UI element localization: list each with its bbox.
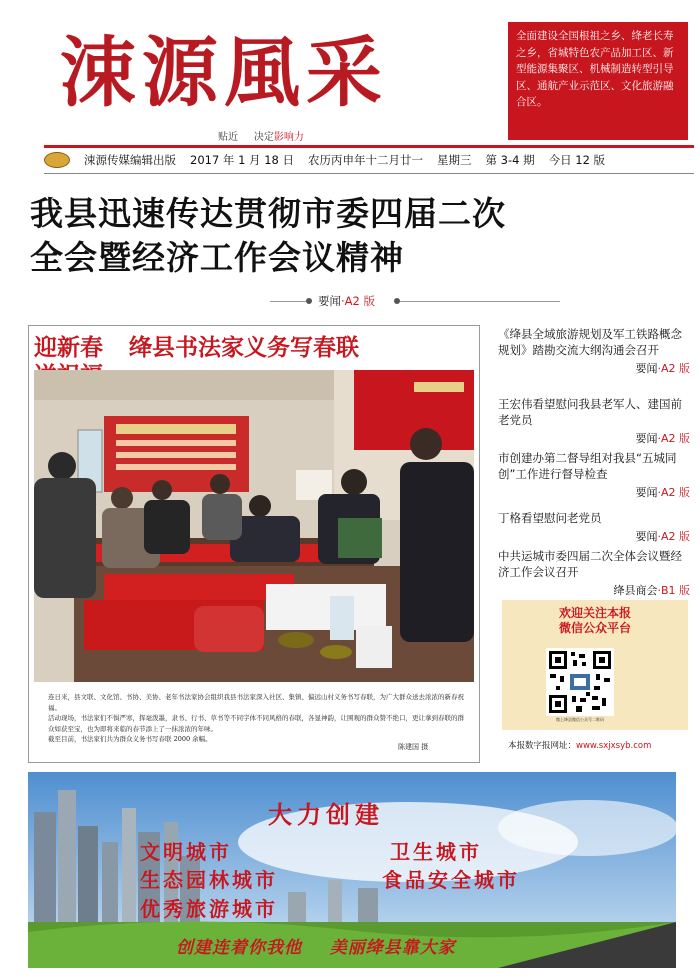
brief-page-ref [498,430,690,446]
ad-goal-4: 食品安全城市 [382,868,520,892]
ad-goal-2: 卫生城市 [390,840,482,864]
slogan-part-c: 影响力 [273,132,304,143]
page-count: 今日 12 版 [548,153,606,167]
brief-page: ·A2 版 [657,486,690,499]
caption-paragraph-3: 截至目前，书法家们共为群众义务书写春联 2000 余幅。 [48,735,212,743]
masthead-slogan [218,128,304,143]
brief-section: 绛县商会 [613,584,658,597]
seal-emblem-icon [44,152,70,168]
brief-item[interactable] [498,548,690,598]
newspaper-logo: 涑源風采 [60,28,388,117]
brief-title: 《绛县全域旅游规划及军工铁路概念规划》踏勘交流大纲沟通会召开 [498,327,682,357]
brief-item[interactable] [498,510,690,544]
brief-page-ref [498,360,690,376]
site-label: 本报数字报网址： [508,741,577,751]
brief-page: ·B1 版 [657,584,690,597]
brief-section: 要闻 [635,362,658,375]
wechat-line-2: 微信公众平台 [558,621,631,635]
ref-rule-right [400,301,560,302]
issue-date: 2017 年 1 月 18 日 [190,153,294,167]
ad-goal-5: 优秀旅游城市 [140,897,278,921]
ad-footer-b: 美丽绛县靠大家 [329,938,456,958]
ref-section: 要闻 [318,294,341,308]
brief-title: 中共运城市委四届二次全体会议暨经济工作会议召开 [498,549,682,579]
brief-title: 市创建办第二督导组对我县“五城同创”工作进行督导检查 [498,451,677,481]
qr-code-icon[interactable] [546,648,614,716]
ad-goal-1: 文明城市 [140,840,232,864]
caption-paragraph-1: 连日来，县文联、文化馆、书协、美协、老年书法家协会组织我县书法家深入社区、集镇、偏远山村义务书写春联，为广大群众送去浓浓的新春祝福。 [48,693,464,712]
brief-page: ·A2 版 [657,362,690,375]
ref-rule-left [270,301,306,302]
calligraphy-photo [34,370,474,682]
ad-footer-a: 创建连着你我他 [176,938,302,958]
brief-item[interactable] [498,326,690,376]
brief-page: ·A2 版 [657,530,690,543]
ad-goal-3: 生态园林城市 [140,868,278,892]
brief-title: 丁格看望慰问老党员 [498,511,602,525]
lead-headline[interactable] [30,192,690,280]
headline-line-2: 全会暨经济工作会议精神 [30,238,404,277]
headline-page-ref[interactable] [270,293,560,309]
brief-page-ref [498,582,690,598]
photo-byline: 陈建国 摄 [398,743,429,751]
wechat-panel-title [502,606,688,636]
caption-paragraph-2: 活动现场，书法家们不惧严寒，挥毫泼墨，隶书、行书、草书等不同字体不同风格的春联，各显神韵，让围观的群众赞不绝口，更让拿到春联的群众如获至宝，也为即将来临的春节添上了一抹浓浓的年味。 [48,714,464,733]
digital-edition-site[interactable] [508,739,651,751]
brief-page: ·A2 版 [657,432,690,445]
brief-section: 要闻 [635,530,658,543]
photo-caption [48,692,468,745]
brief-page-ref [498,528,690,544]
qr-caption: 微上绛县微信公众号二维码 [556,717,604,722]
issue-bar-rule [44,173,694,174]
ref-dot-left-icon [306,298,312,304]
masthead-rule [44,145,694,148]
ad-footer-slogan [176,933,456,958]
story-title-a: 迎新春 [34,335,103,361]
ref-label [318,293,375,309]
brief-item[interactable] [498,450,690,500]
publisher: 涑源传媒编辑出版 [84,153,176,167]
issue-number: 第 3-4 期 [485,153,535,167]
slogan-part-b: 决定 [253,132,274,143]
issue-info-bar [44,149,694,171]
promo-box: 全面建设全国根祖之乡、绛老长寿之乡，省城特色农产品加工区、新型能源集聚区、机械制造转型引导区、通航产业示范区、文化旅游融合区。 [508,22,688,140]
lunar-date: 农历丙申年十二月廿一 [308,153,423,167]
brief-section: 要闻 [635,486,658,499]
slogan-part-a: 贴近 [218,132,238,143]
ref-page: ·A2 版 [341,294,375,308]
headline-line-1: 我县迅速传达贯彻市委四届二次 [30,194,506,233]
ad-title: 大力创建 [268,801,384,829]
brief-section: 要闻 [635,432,658,445]
brief-item[interactable] [498,396,690,446]
site-url[interactable]: www.sxjxsyb.com [576,741,652,751]
story-title-b: 绛县书法家义务写春联 [129,335,359,361]
brief-title: 王宏伟看望慰问我县老军人、建国前老党员 [498,397,682,427]
weekday: 星期三 [437,153,472,167]
wechat-line-1: 欢迎关注本报 [558,606,631,620]
brief-page-ref [498,484,690,500]
